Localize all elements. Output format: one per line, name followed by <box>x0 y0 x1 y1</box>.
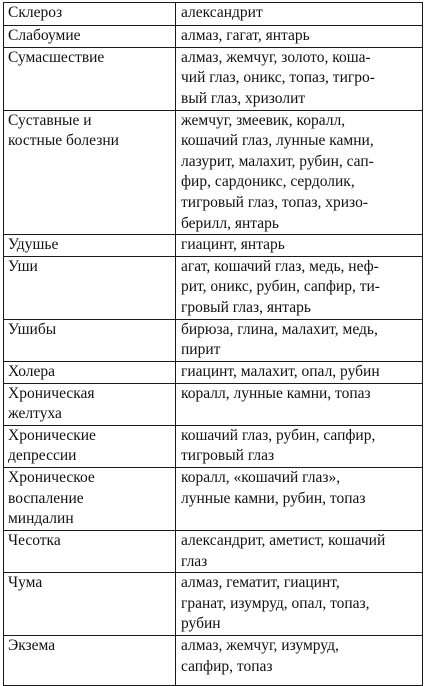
ailment-cell: Ушибы <box>4 319 176 361</box>
stones-cell: гиацинт, малахит, опал, рубин <box>176 361 423 383</box>
ailment-cell: Хронические депрессии <box>4 425 176 467</box>
stones-cell: бирюза, глина, малахит, медь, пирит <box>176 319 423 361</box>
table-row <box>4 319 423 361</box>
stones-cell: алмаз, гагат, янтарь <box>176 26 423 48</box>
stones-cell: алмаз, жемчуг, изумруд, сапфир, топаз <box>176 636 423 686</box>
stones-cell: коралл, «кошачий глаз», лунные камни, рубин, топаз <box>176 467 423 530</box>
table-row <box>4 425 423 467</box>
ailment-cell: Экзема <box>4 636 176 686</box>
ailment-cell: Холера <box>4 361 176 383</box>
stones-cell: агат, кошачий глаз, медь, неф- рит, оникс, рубин, сапфир, ти- гровый глаз, янтарь <box>176 256 423 319</box>
ailment-cell: Сумасшествие <box>4 47 176 110</box>
stones-cell: алмаз, жемчуг, золото, коша- чий глаз, оникс, топаз, тигро- вый глаз, хризолит <box>176 47 423 110</box>
table-body <box>4 3 423 686</box>
stones-cell: гиацинт, янтарь <box>176 235 423 257</box>
stones-cell: кошачий глаз, рубин, сапфир, тигровый глаз <box>176 425 423 467</box>
table-row <box>4 636 423 686</box>
table-row <box>4 110 423 235</box>
ailment-cell: Склероз <box>4 3 176 26</box>
stones-cell: александрит <box>176 3 423 26</box>
stones-cell: коралл, лунные камни, топаз <box>176 383 423 425</box>
ailment-cell: Чесотка <box>4 530 176 572</box>
table-row <box>4 383 423 425</box>
table-row <box>4 361 423 383</box>
table-row <box>4 256 423 319</box>
ailment-cell: Удушье <box>4 235 176 257</box>
stones-cell: александрит, аметист, кошачий глаз <box>176 530 423 572</box>
table-row <box>4 573 423 636</box>
stones-cell: алмаз, гематит, гиацинт, гранат, изумруд, опал, топаз, рубин <box>176 573 423 636</box>
page <box>3 2 422 686</box>
ailment-cell: Чума <box>4 573 176 636</box>
ailment-stone-table <box>3 2 423 686</box>
table-row <box>4 467 423 530</box>
table-row <box>4 26 423 48</box>
ailment-cell: Хроническое воспаление миндалин <box>4 467 176 530</box>
ailment-cell: Хроническая желтуха <box>4 383 176 425</box>
table-row <box>4 235 423 257</box>
table-row <box>4 3 423 26</box>
table-row <box>4 47 423 110</box>
table-row <box>4 530 423 572</box>
ailment-cell: Слабоумие <box>4 26 176 48</box>
ailment-cell: Суставные и костные болезни <box>4 110 176 235</box>
ailment-cell: Уши <box>4 256 176 319</box>
stones-cell: жемчуг, змеевик, коралл, кошачий глаз, лунные камни, лазурит, малахит, рубин, сап- фир, сардоникс, сердолик, тигровый глаз, топаз, хризо- берилл, янтарь <box>176 110 423 235</box>
